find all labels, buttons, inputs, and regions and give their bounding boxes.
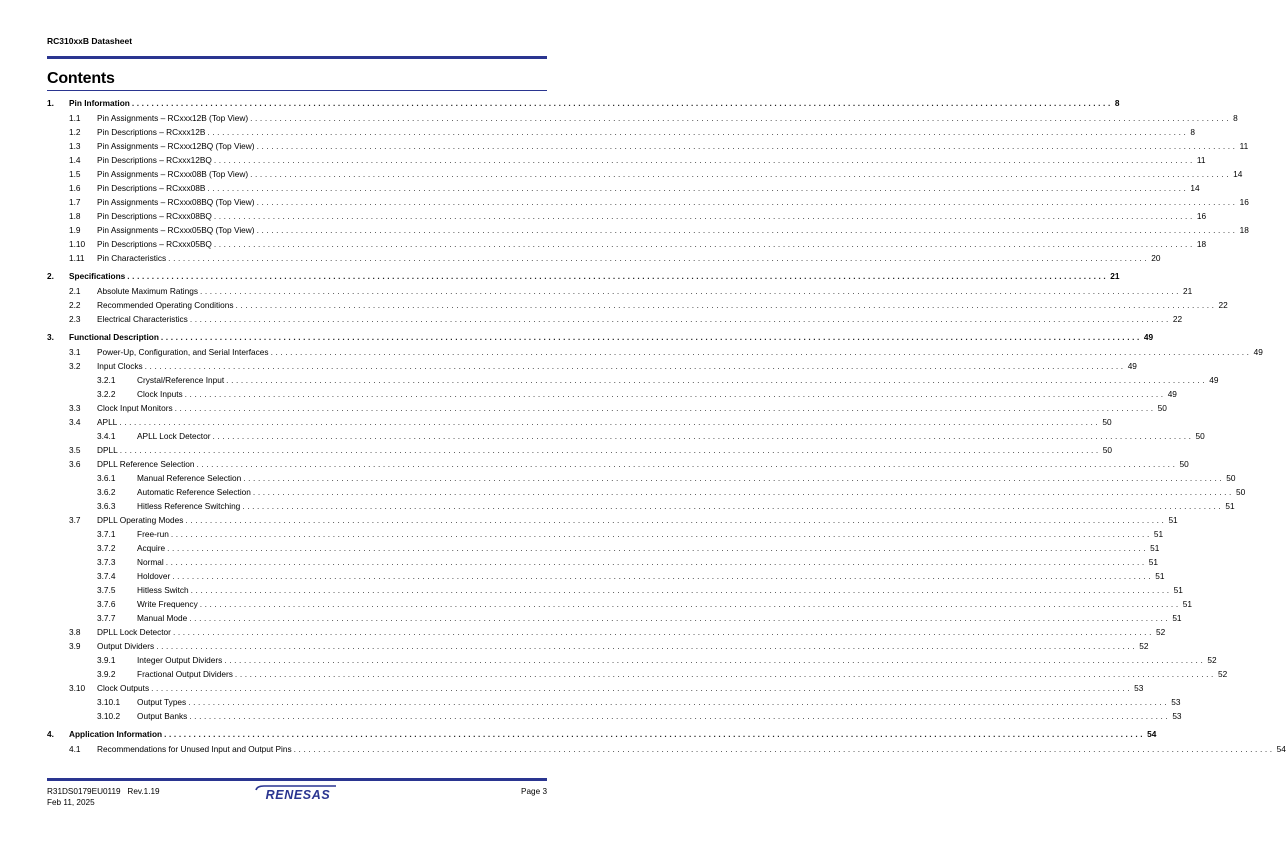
toc-entry[interactable] xyxy=(47,728,1157,740)
toc-entry-title: DPLL Operating Modes xyxy=(97,515,184,525)
toc-entry-number: 3.9.1 xyxy=(97,655,116,665)
toc-entry-title: Manual Mode xyxy=(137,613,188,623)
toc-entry-number: 1.4 xyxy=(69,155,81,165)
toc-entry[interactable] xyxy=(69,360,1137,372)
toc-dot-leader: ........................................................................................................................................................................................................ xyxy=(156,641,1138,651)
toc-dot-leader: ........................................................................................................................................................................................................ xyxy=(184,389,1166,399)
toc-entry-number: 3.10.1 xyxy=(97,697,121,707)
toc-dot-leader: ........................................................................................................................................................................................................ xyxy=(151,683,1133,693)
toc-entry-title: Normal xyxy=(137,557,164,567)
toc-entry[interactable] xyxy=(97,528,1164,540)
toc-entry-page: 50 xyxy=(1102,417,1112,427)
toc-dot-leader: ........................................................................................................................................................................................................ xyxy=(213,211,1195,221)
toc-entry-number: 3.6.2 xyxy=(97,487,116,497)
toc-dot-leader: ........................................................................................................................................................................................................ xyxy=(226,375,1208,385)
toc-entry[interactable] xyxy=(69,224,1249,236)
toc-dot-leader: ........................................................................................................................................................................................................ xyxy=(252,487,1234,497)
toc-entry[interactable] xyxy=(97,570,1165,582)
toc-entry[interactable] xyxy=(69,416,1112,428)
toc-entry-page: 51 xyxy=(1148,557,1159,567)
contents-heading-rule xyxy=(47,90,547,91)
toc-dot-leader: ........................................................................................................................................................................................................ xyxy=(165,557,1147,567)
toc-dot-leader: ........................................................................................................................................................................................................ xyxy=(256,225,1238,235)
toc-entry-title: Functional Description xyxy=(69,332,159,342)
toc-dot-leader: ........................................................................................................................................................................................................ xyxy=(234,669,1216,679)
toc-entry-page: 54 xyxy=(1276,744,1286,754)
toc-entry-title: Recommended Operating Conditions xyxy=(97,300,234,310)
toc-entry-page: 8 xyxy=(1233,113,1238,123)
toc-entry-title: Pin Descriptions – RCxxx05BQ xyxy=(97,239,212,249)
toc-entry-number: 3.9.2 xyxy=(97,669,116,679)
toc-entry-number: 3.4 xyxy=(69,417,81,427)
toc-entry[interactable] xyxy=(69,168,1243,180)
toc-entry-number: 3. xyxy=(47,332,54,342)
toc-entry-page: 21 xyxy=(1110,271,1120,281)
toc-dot-leader: ........................................................................................................................................................................................................ xyxy=(256,197,1238,207)
toc-entry-title: Output Banks xyxy=(137,711,188,721)
toc-entry-number: 3.2.1 xyxy=(97,375,116,385)
toc-entry[interactable] xyxy=(97,500,1235,512)
toc-entry[interactable] xyxy=(47,97,1120,109)
toc-entry-title: Pin Assignments – RCxxx12B (Top View) xyxy=(97,113,249,123)
toc-entry-number: 1.5 xyxy=(69,169,81,179)
toc-entry-page: 14 xyxy=(1233,169,1243,179)
toc-entry-number: 1.9 xyxy=(69,225,81,235)
toc-entry-title: DPLL Reference Selection xyxy=(97,459,195,469)
toc-entry-page: 52 xyxy=(1155,627,1166,637)
toc-entry-page: 53 xyxy=(1172,711,1182,721)
toc-entry-title: Application Information xyxy=(69,729,163,739)
renesas-logo xyxy=(254,784,342,802)
toc-entry-page: 50 xyxy=(1235,487,1246,497)
toc-dot-leader: ........................................................................................................................................................................................................ xyxy=(185,515,1167,525)
toc-dot-leader: ........................................................................................................................................................................................................ xyxy=(207,127,1189,137)
toc-entry-page: 49 xyxy=(1209,375,1219,385)
toc-entry-page: 53 xyxy=(1171,697,1181,707)
toc-entry-page: 51 xyxy=(1150,543,1160,553)
toc-entry-title: Input Clocks xyxy=(97,361,143,371)
toc-entry[interactable] xyxy=(97,584,1183,596)
toc-entry-title: Hitless Switch xyxy=(137,585,189,595)
toc-entry-page: 18 xyxy=(1239,225,1249,235)
toc-entry[interactable] xyxy=(97,486,1246,498)
toc-entry-title: Specifications xyxy=(69,271,126,281)
toc-entry-title: APLL xyxy=(97,417,118,427)
toc-entry[interactable] xyxy=(97,668,1228,680)
toc-dot-leader: ........................................................................................................................................................................................................ xyxy=(168,253,1150,263)
toc-entry[interactable] xyxy=(97,710,1182,722)
footer-doc-number: R31DS0179EU0119 xyxy=(47,787,121,796)
toc-entry-number: 3.1 xyxy=(69,347,81,357)
toc-dot-leader: ........................................................................................................................................................................................................ xyxy=(167,543,1149,553)
toc-entry[interactable] xyxy=(69,626,1166,638)
toc-entry-title: Power-Up, Configuration, and Serial Interfaces xyxy=(97,347,269,357)
toc-entry-title: Pin Descriptions – RCxxx08BQ xyxy=(97,211,212,221)
toc-entry-title: Free-run xyxy=(137,529,169,539)
toc-entry-number: 2.3 xyxy=(69,314,81,324)
toc-entry-page: 53 xyxy=(1134,683,1144,693)
toc-entry-title: Pin Descriptions – RCxxx08B xyxy=(97,183,206,193)
toc-entry[interactable] xyxy=(97,598,1192,610)
toc-entry[interactable] xyxy=(69,154,1206,166)
toc-entry-title: Pin Assignments – RCxxx08B (Top View) xyxy=(97,169,249,179)
toc-dot-leader: ........................................................................................................................................................................................................ xyxy=(189,711,1171,721)
toc-entry-page: 49 xyxy=(1253,347,1263,357)
toc-entry-number: 3.6.1 xyxy=(97,473,116,483)
toc-entry-page: 50 xyxy=(1195,431,1205,441)
toc-entry[interactable] xyxy=(69,238,1207,250)
toc-dot-leader: ........................................................................................................................................................................................................ xyxy=(196,459,1178,469)
toc-dot-leader: ........................................................................................................................................................................................................ xyxy=(164,729,1146,739)
toc-dot-leader: ........................................................................................................................................................................................................ xyxy=(127,271,1109,281)
toc-entry-number: 1.1 xyxy=(69,113,81,123)
toc-dot-leader: ........................................................................................................................................................................................................ xyxy=(224,655,1206,665)
toc-entry-title: Pin Descriptions – RCxxx12B xyxy=(97,127,206,137)
toc-entry[interactable] xyxy=(69,444,1113,456)
toc-entry-page: 50 xyxy=(1102,445,1113,455)
toc-entry-number: 3.7.3 xyxy=(97,557,116,567)
toc-entry[interactable] xyxy=(69,252,1161,264)
toc-dot-leader: ........................................................................................................................................................................................................ xyxy=(190,585,1172,595)
toc-entry-number: 3.9 xyxy=(69,641,81,651)
contents-heading: Contents xyxy=(47,70,115,87)
toc-entry-number: 1.10 xyxy=(69,239,86,249)
toc-dot-leader: ........................................................................................................................................................................................................ xyxy=(199,599,1181,609)
toc-entry[interactable] xyxy=(69,210,1207,222)
toc-dot-leader: ........................................................................................................................................................................................................ xyxy=(213,239,1195,249)
toc-entry-number: 2.1 xyxy=(69,286,81,296)
toc-dot-leader: ........................................................................................................................................................................................................ xyxy=(144,361,1126,371)
toc-dot-leader: ........................................................................................................................................................................................................ xyxy=(243,473,1225,483)
toc-entry-page: 51 xyxy=(1173,585,1183,595)
toc-entry-number: 3.7.5 xyxy=(97,585,116,595)
toc-entry-title: Integer Output Dividers xyxy=(137,655,223,665)
toc-entry-number: 1.6 xyxy=(69,183,81,193)
toc-entry-page: 11 xyxy=(1239,141,1249,151)
toc-entry-page: 51 xyxy=(1155,571,1165,581)
toc-dot-leader: ........................................................................................................................................................................................................ xyxy=(293,744,1275,754)
toc-entry-number: 3.5 xyxy=(69,445,81,455)
toc-entry[interactable] xyxy=(97,654,1217,666)
toc-entry[interactable] xyxy=(97,472,1236,484)
toc-entry-number: 3.7.7 xyxy=(97,613,116,623)
toc-entry[interactable] xyxy=(69,346,1263,358)
toc-entry-title: Pin Descriptions – RCxxx12BQ xyxy=(97,155,212,165)
toc-entry-page: 22 xyxy=(1218,300,1228,310)
footer-date: Feb 11, 2025 xyxy=(47,798,95,807)
toc-entry-number: 3.2 xyxy=(69,361,81,371)
toc-entry-number: 3.7.1 xyxy=(97,529,116,539)
toc-dot-leader: ........................................................................................................................................................................................................ xyxy=(235,300,1217,310)
toc-entry[interactable] xyxy=(97,388,1177,400)
toc-dot-leader: ........................................................................................................................................................................................................ xyxy=(242,501,1224,511)
toc-entry-title: Electrical Characteristics xyxy=(97,314,188,324)
toc-entry-page: 18 xyxy=(1196,239,1207,249)
toc-entry-page: 22 xyxy=(1172,314,1183,324)
toc-entry-page: 52 xyxy=(1207,655,1217,665)
toc-entry-page: 20 xyxy=(1151,253,1161,263)
renesas-logo-mark xyxy=(256,786,336,802)
footer-revision: Rev.1.19 xyxy=(127,787,160,796)
toc-entry-page: 52 xyxy=(1139,641,1149,651)
toc-entry-page: 51 xyxy=(1225,501,1235,511)
toc-entry-page: 49 xyxy=(1167,389,1177,399)
toc-entry[interactable] xyxy=(69,514,1178,526)
toc-entry-number: 3.7.6 xyxy=(97,599,116,609)
toc-dot-leader: ........................................................................................................................................................................................................ xyxy=(160,332,1142,342)
toc-dot-leader: ........................................................................................................................................................................................................ xyxy=(213,155,1195,165)
toc-entry-number: 1. xyxy=(47,98,54,108)
toc-entry-title: Fractional Output Dividers xyxy=(137,669,233,679)
toc-dot-leader: ........................................................................................................................................................................................................ xyxy=(170,529,1152,539)
toc-entry[interactable] xyxy=(47,331,1154,343)
toc-entry-number: 3.7.4 xyxy=(97,571,116,581)
toc-entry-number: 1.11 xyxy=(69,253,85,263)
toc-entry[interactable] xyxy=(97,612,1182,624)
toc-entry-title: APLL Lock Detector xyxy=(137,431,211,441)
toc-entry-title: Absolute Maximum Ratings xyxy=(97,286,198,296)
toc-entry[interactable] xyxy=(97,430,1205,442)
toc-entry-number: 1.7 xyxy=(69,197,81,207)
toc-entry-number: 3.4.1 xyxy=(97,431,116,441)
toc-dot-leader: ........................................................................................................................................................................................................ xyxy=(131,98,1113,108)
toc-entry-page: 51 xyxy=(1172,613,1182,623)
toc-entry[interactable] xyxy=(69,458,1189,470)
toc-dot-leader: ........................................................................................................................................................................................................ xyxy=(250,113,1232,123)
toc-entry-number: 1.8 xyxy=(69,211,81,221)
toc-dot-leader: ........................................................................................................................................................................................................ xyxy=(189,314,1171,324)
toc-entry[interactable] xyxy=(69,285,1193,297)
toc-entry-title: Holdover xyxy=(137,571,171,581)
footer-page-number: Page 3 xyxy=(521,787,547,796)
toc-entry[interactable] xyxy=(69,299,1228,311)
toc-entry-number: 3.7.2 xyxy=(97,543,116,553)
toc-entry-number: 1.2 xyxy=(69,127,81,137)
toc-entry-page: 51 xyxy=(1168,515,1178,525)
toc-dot-leader: ........................................................................................................................................................................................................ xyxy=(189,613,1171,623)
toc-entry-page: 50 xyxy=(1226,473,1236,483)
toc-entry-number: 4. xyxy=(47,729,54,739)
toc-entry-title: Output Types xyxy=(137,697,187,707)
toc-entry-page: 54 xyxy=(1147,729,1157,739)
toc-entry-page: 50 xyxy=(1179,459,1189,469)
toc-dot-leader: ........................................................................................................................................................................................................ xyxy=(119,445,1101,455)
toc-entry-title: Clock Outputs xyxy=(97,683,150,693)
toc-entry-title: Automatic Reference Selection xyxy=(137,487,251,497)
toc-entry-page: 51 xyxy=(1182,599,1192,609)
toc-entry-title: DPLL Lock Detector xyxy=(97,627,171,637)
toc-entry-number: 3.2.2 xyxy=(97,389,116,399)
toc-entry-number: 3.10 xyxy=(69,683,86,693)
document-title: RC310xxB Datasheet xyxy=(47,36,133,46)
toc-entry[interactable] xyxy=(69,640,1149,652)
toc-dot-leader: ........................................................................................................................................................................................................ xyxy=(174,403,1156,413)
toc-entry-page: 51 xyxy=(1153,529,1164,539)
toc-entry[interactable] xyxy=(97,374,1219,386)
toc-dot-leader: ........................................................................................................................................................................................................ xyxy=(119,417,1101,427)
toc-dot-leader: ........................................................................................................................................................................................................ xyxy=(172,571,1154,581)
toc-entry-number: 3.10.2 xyxy=(97,711,121,721)
toc-entry-page: 8 xyxy=(1114,98,1120,108)
svg-text:RENESAS: RENESAS xyxy=(265,788,331,802)
toc-entry-title: DPLL xyxy=(97,445,118,455)
toc-entry-number: 3.6.3 xyxy=(97,501,116,511)
toc-entry-page: 16 xyxy=(1196,211,1207,221)
toc-entry-title: Pin Information xyxy=(69,98,130,108)
footer-rule xyxy=(47,778,547,781)
toc-entry-number: 4.1 xyxy=(69,744,81,754)
toc-entry-page: 49 xyxy=(1127,361,1137,371)
toc-entry-page: 52 xyxy=(1217,669,1228,679)
toc-entry-page: 14 xyxy=(1190,183,1200,193)
toc-entry-title: Pin Assignments – RCxxx08BQ (Top View) xyxy=(97,197,255,207)
toc-entry[interactable] xyxy=(69,112,1238,124)
header-rule xyxy=(47,56,547,59)
toc-entry-number: 3.8 xyxy=(69,627,81,637)
toc-entry-title: Pin Assignments – RCxxx05BQ (Top View) xyxy=(97,225,255,235)
toc-entry[interactable] xyxy=(97,556,1159,568)
toc-entry-number: 1.3 xyxy=(69,141,81,151)
toc-entry[interactable] xyxy=(69,126,1196,138)
toc-entry[interactable] xyxy=(69,313,1183,325)
toc-entry-page: 11 xyxy=(1196,155,1206,165)
toc-dot-leader: ........................................................................................................................................................................................................ xyxy=(188,697,1170,707)
toc-dot-leader: ........................................................................................................................................................................................................ xyxy=(256,141,1238,151)
toc-entry[interactable] xyxy=(69,743,1286,755)
toc-entry-title: Manual Reference Selection xyxy=(137,473,242,483)
toc-entry-title: Pin Characteristics xyxy=(97,253,167,263)
toc-entry-number: 3.7 xyxy=(69,515,81,525)
toc-entry-title: Crystal/Reference Input xyxy=(137,375,225,385)
toc-entry-page: 21 xyxy=(1183,286,1193,296)
toc-entry-title: Acquire xyxy=(137,543,166,553)
toc-entry-number: 3.6 xyxy=(69,459,81,469)
toc-entry-page: 16 xyxy=(1239,197,1249,207)
toc-entry[interactable] xyxy=(69,682,1144,694)
toc-entry[interactable] xyxy=(69,182,1200,194)
toc-entry-title: Pin Assignments – RCxxx12BQ (Top View) xyxy=(97,141,255,151)
toc-entry[interactable] xyxy=(47,270,1120,282)
toc-entry-title: Clock Input Monitors xyxy=(97,403,173,413)
toc-entry[interactable] xyxy=(97,542,1160,554)
toc-entry[interactable] xyxy=(97,696,1181,708)
toc-entry[interactable] xyxy=(69,196,1249,208)
toc-entry-title: Output Dividers xyxy=(97,641,155,651)
toc-entry-page: 50 xyxy=(1157,403,1167,413)
toc-dot-leader: ........................................................................................................................................................................................................ xyxy=(250,169,1232,179)
toc-entry-title: Clock Inputs xyxy=(137,389,183,399)
footer-document-info xyxy=(47,786,160,808)
toc-entry-title: Hitless Reference Switching xyxy=(137,501,241,511)
toc-entry-number: 2.2 xyxy=(69,300,81,310)
toc-dot-leader: ........................................................................................................................................................................................................ xyxy=(200,286,1182,296)
toc-entry-number: 3.3 xyxy=(69,403,81,413)
toc-entry-title: Recommendations for Unused Input and Output Pins xyxy=(97,744,292,754)
toc-entry[interactable] xyxy=(69,140,1249,152)
toc-entry[interactable] xyxy=(69,402,1167,414)
toc-dot-leader: ........................................................................................................................................................................................................ xyxy=(172,627,1154,637)
toc-dot-leader: ........................................................................................................................................................................................................ xyxy=(212,431,1194,441)
toc-dot-leader: ........................................................................................................................................................................................................ xyxy=(270,347,1252,357)
toc-entry-page: 8 xyxy=(1190,127,1196,137)
toc-entry-page: 49 xyxy=(1143,332,1154,342)
toc-entry-title: Write Frequency xyxy=(137,599,198,609)
toc-entry-number: 2. xyxy=(47,271,54,281)
toc-dot-leader: ........................................................................................................................................................................................................ xyxy=(207,183,1189,193)
